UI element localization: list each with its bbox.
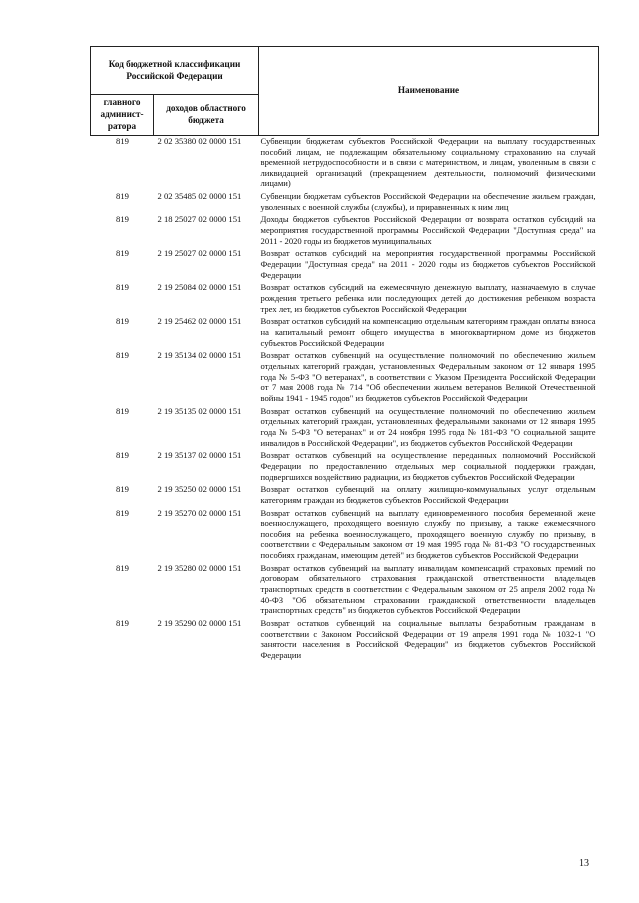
income-code-cell: 2 19 35137 02 0000 151 — [157, 450, 242, 461]
header-budget-code-group: Код бюджетной классификации Российской Федерации — [91, 47, 259, 95]
table-header — [91, 47, 599, 136]
table-row — [91, 618, 599, 663]
description-cell: Возврат остатков субвенций на осуществление переданных полномочий Российской Федерации по предоставлению отдельных мер социальной поддержки граждан, подвергшихся воздействию радиации, из бюджетов субъектов Российской Федерации — [260, 450, 596, 482]
table-row — [91, 248, 599, 282]
admin-code-cell: 819 — [116, 350, 129, 361]
income-code-cell: 2 19 35250 02 0000 151 — [157, 484, 242, 495]
description-cell: Возврат остатков субвенций на социальные выплаты безработным гражданам в соответствии с Законом Российской Федерации от 19 апреля 1991 года № 1032-1 "О занятости населения в Российской Федерации" из бюджетов субъектов Российской Федерации — [260, 618, 596, 661]
description-cell: Возврат остатков субвенций на осуществление полномочий по обеспечению жильем отдельных категорий граждан, установленных федеральными законами от 12 января 1995 года № 5-ФЗ "О ветеранах" и от 24 ноября 1995 года № 181-ФЗ "О социальной защите инвалидов в Российской Федерации", из бюджетов субъектов Российской Федерации — [260, 405, 596, 448]
income-code-cell: 2 19 35135 02 0000 151 — [157, 405, 242, 416]
admin-code-cell: 819 — [116, 618, 129, 629]
budget-classification-table — [90, 46, 599, 663]
description-cell: Доходы бюджетов субъектов Российской Федерации от возврата остатков субсидий на мероприятия государственной программы Российской Федерации "Доступная среда" на 2011 - 2020 годы из бюджетов муниципальных — [260, 214, 596, 246]
income-code-cell: 2 19 25462 02 0000 151 — [157, 316, 242, 327]
admin-code-cell: 819 — [116, 282, 129, 293]
admin-code-cell: 819 — [116, 316, 129, 327]
description-cell: Субвенции бюджетам субъектов Российской Федерации на обеспечение жильем граждан, уволенных с военной службы (службы), и приравненных к ним лиц — [260, 191, 596, 212]
admin-code-cell: 819 — [116, 135, 129, 146]
table-row — [91, 508, 599, 563]
admin-code-cell: 819 — [116, 484, 129, 495]
description-cell: Возврат остатков субсидий на компенсацию отдельным категориям граждан оплаты взноса на капитальный ремонт общего имущества в многоквартирном доме из бюджетов субъектов Российской Федерации — [260, 316, 596, 348]
admin-code-cell: 819 — [116, 248, 129, 259]
table-row — [91, 214, 599, 248]
description-cell: Возврат остатков субвенций на оплату жилищно-коммунальных услуг отдельным категориям граждан из бюджетов субъектов Российской Федерации — [260, 484, 596, 505]
table-row — [91, 282, 599, 316]
page-number: 13 — [579, 858, 589, 869]
admin-code-cell: 819 — [116, 191, 129, 202]
table-body — [91, 135, 599, 662]
admin-code-cell: 819 — [116, 214, 129, 225]
admin-code-cell: 819 — [116, 405, 129, 416]
income-code-cell: 2 02 35485 02 0000 151 — [157, 191, 242, 202]
table-row — [91, 450, 599, 484]
admin-code-cell: 819 — [116, 450, 129, 461]
table-row — [91, 484, 599, 507]
header-income: доходов областного бюджета — [154, 95, 259, 136]
description-cell: Возврат остатков субвенций на выплату единовременного пособия беременной жене военнослужащего, проходящего военную службу по призыву, а также ежемесячного пособия на ребенка военнослужащего, проходящего военную службу по призыву, в соответствии с Федеральным законом от 19 мая 1995 года № 81-ФЗ "О государственных пособиях гражданам, имеющим детей" из бюджетов субъектов Российской Федерации — [260, 507, 596, 561]
income-code-cell: 2 19 35280 02 0000 151 — [157, 562, 242, 573]
description-cell: Возврат остатков субвенций на выплату инвалидам компенсаций страховых премий по договорам обязательного страхования гражданской ответственности владельцев транспортных средств в соответствии с Федеральным законом от 25 апреля 2002 года № 40-ФЗ "Об обязательном страховании гражданской ответственности владельцев транспортных средств" из бюджетов субъектов Российской Федерации — [260, 562, 596, 616]
income-code-cell: 2 18 25027 02 0000 151 — [157, 214, 242, 225]
income-code-cell: 2 19 35270 02 0000 151 — [157, 507, 242, 518]
description-cell: Субвенции бюджетам субъектов Российской Федерации на выплату государственных пособий лицам, не подлежащим обязательному социальному страхованию на случай временной нетрудоспособности и в связи с материнством, и лицам, уволенным в связи с ликвидацией организаций (прекращением деятельности, полномочий физическими лицами) — [260, 135, 596, 189]
income-code-cell: 2 19 25027 02 0000 151 — [157, 248, 242, 259]
header-admin: главного админист-ратора — [91, 95, 154, 136]
income-code-cell: 2 19 35134 02 0000 151 — [157, 350, 242, 361]
income-code-cell: 2 19 35290 02 0000 151 — [157, 618, 242, 629]
table-row — [91, 316, 599, 350]
table-row — [91, 563, 599, 618]
description-cell: Возврат остатков субвенций на осуществление полномочий по обеспечению жильем отдельных категорий граждан, установленных Федеральным законом от 12 января 1995 года № 5-ФЗ "О ветеранах", в соответствии с Указом Президента Российской Федерации от 7 мая 2008 года № 714 "Об обеспечении жильем ветеранов Великой Отечественной войны 1941 - 1945 годов" из бюджетов субъектов Российской Федерации — [260, 350, 596, 403]
table-row — [91, 191, 599, 214]
admin-code-cell: 819 — [116, 507, 129, 518]
income-code-cell: 2 19 25084 02 0000 151 — [157, 282, 242, 293]
admin-code-cell: 819 — [116, 562, 129, 573]
header-name: Наименование — [259, 47, 599, 136]
table-row — [91, 135, 599, 191]
table-row — [91, 406, 599, 451]
description-cell: Возврат остатков субсидий на мероприятия государственной программы Российской Федерации "Доступная среда" на 2011 - 2020 годы из бюджетов субъектов Российской Федерации — [260, 248, 596, 280]
table-row — [91, 350, 599, 405]
income-code-cell: 2 02 35380 02 0000 151 — [157, 135, 242, 146]
description-cell: Возврат остатков субсидий на ежемесячную денежную выплату, назначаемую в случае рождения третьего ребенка или последующих детей до достижения ребенком возраста трех лет, из бюджетов субъектов Российской Федерации — [260, 282, 596, 314]
